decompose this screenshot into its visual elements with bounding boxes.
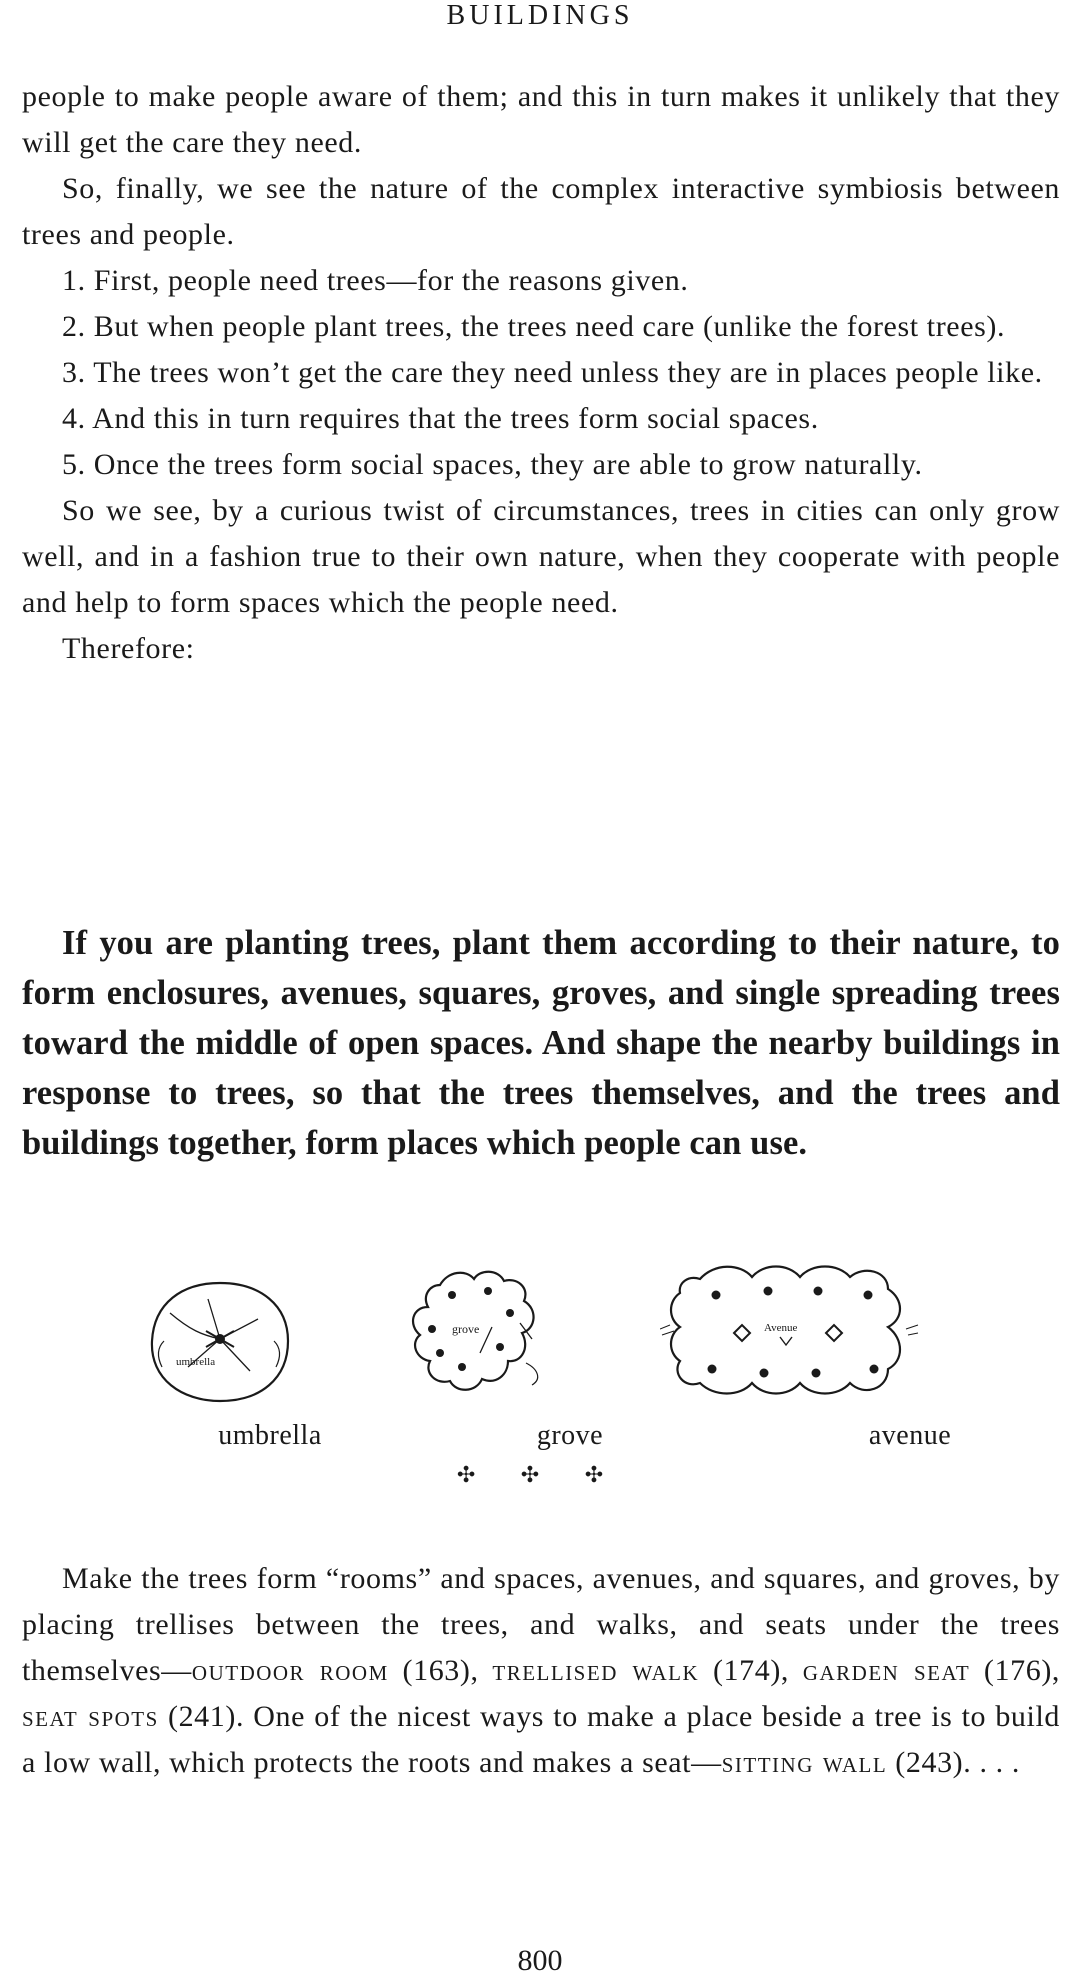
pattern-number: (174),	[699, 1654, 803, 1687]
closing-text: One of the nicest ways to make a place beside a tree is to build a low wall, which protects the roots and makes a seat—	[22, 1700, 1061, 1779]
pattern-ref-trellised-walk[interactable]: trellised walk	[492, 1654, 700, 1687]
paragraph-conclusion: So we see, by a curious twist of circumstances, trees in cities can only grow well, and in a fashion true to their own nature, when they cooperate with people and help to form spaces which the people need.	[22, 494, 1060, 619]
umbrella-diagram	[140, 1275, 300, 1415]
pattern-summary: If you are planting trees, plant them according to their nature, to form enclosures, avenues, squares, groves, and single spreading trees toward the middle of open spaces. And shape the nearby buildings in response to trees, so that the trees themselves, and the trees and buildings together, form places which people can use.	[22, 924, 1060, 1162]
avenue-inner-label: Avenue	[764, 1322, 798, 1334]
grove-label: grove	[536, 1420, 604, 1451]
grove-diagram	[400, 1263, 560, 1413]
body-text	[22, 74, 1060, 672]
page-number: 800	[517, 1944, 563, 1977]
list-item: 2. But when people plant trees, the trees need care (unlike the forest trees).	[62, 310, 1006, 343]
list-item: 4. And this in turn requires that the trees form social spaces.	[62, 402, 819, 435]
pattern-number: (243). . . .	[887, 1746, 1020, 1779]
therefore-label: Therefore:	[62, 632, 195, 665]
tree-diagrams	[0, 1255, 1080, 1455]
grove-inner-label: grove	[452, 1322, 480, 1336]
pattern-ref-seat-spots[interactable]: seat spots	[22, 1700, 159, 1733]
section-ornament: ✣ ✣ ✣	[456, 1462, 624, 1487]
pattern-number: (241).	[158, 1700, 254, 1733]
list-item: 5. Once the trees form social spaces, they are able to grow naturally.	[62, 448, 923, 481]
running-head: BUILDINGS	[446, 0, 634, 31]
avenue-label: avenue	[868, 1420, 952, 1451]
umbrella-inner-label: umbrella	[176, 1356, 216, 1368]
paragraph-symbiosis: So, finally, we see the nature of the complex interactive symbiosis between trees and people.	[22, 172, 1060, 251]
pattern-number: (163),	[388, 1654, 493, 1687]
pattern-ref-garden-seat[interactable]: garden seat	[802, 1654, 971, 1687]
closing-text: Make the trees form “rooms” and spaces, avenues, and squares, and groves, by placing trellises between the trees, and walks, and seats under the trees themselves—	[22, 1562, 1060, 1687]
umbrella-label: umbrella	[218, 1420, 322, 1451]
pattern-ref-sitting-wall[interactable]: sitting wall	[721, 1746, 888, 1779]
closing-paragraph	[22, 1556, 1060, 1786]
list-item: 3. The trees won’t get the care they need unless they are in places people like.	[62, 356, 1043, 389]
list-item: 1. First, people need trees—for the reasons given.	[62, 264, 689, 297]
avenue-diagram	[660, 1255, 920, 1415]
paragraph-continuation: people to make people aware of them; and this in turn makes it unlikely that they will get the care they need.	[22, 80, 1060, 159]
pattern-number: (176),	[970, 1654, 1061, 1687]
pattern-ref-outdoor-room[interactable]: outdoor room	[191, 1654, 389, 1687]
